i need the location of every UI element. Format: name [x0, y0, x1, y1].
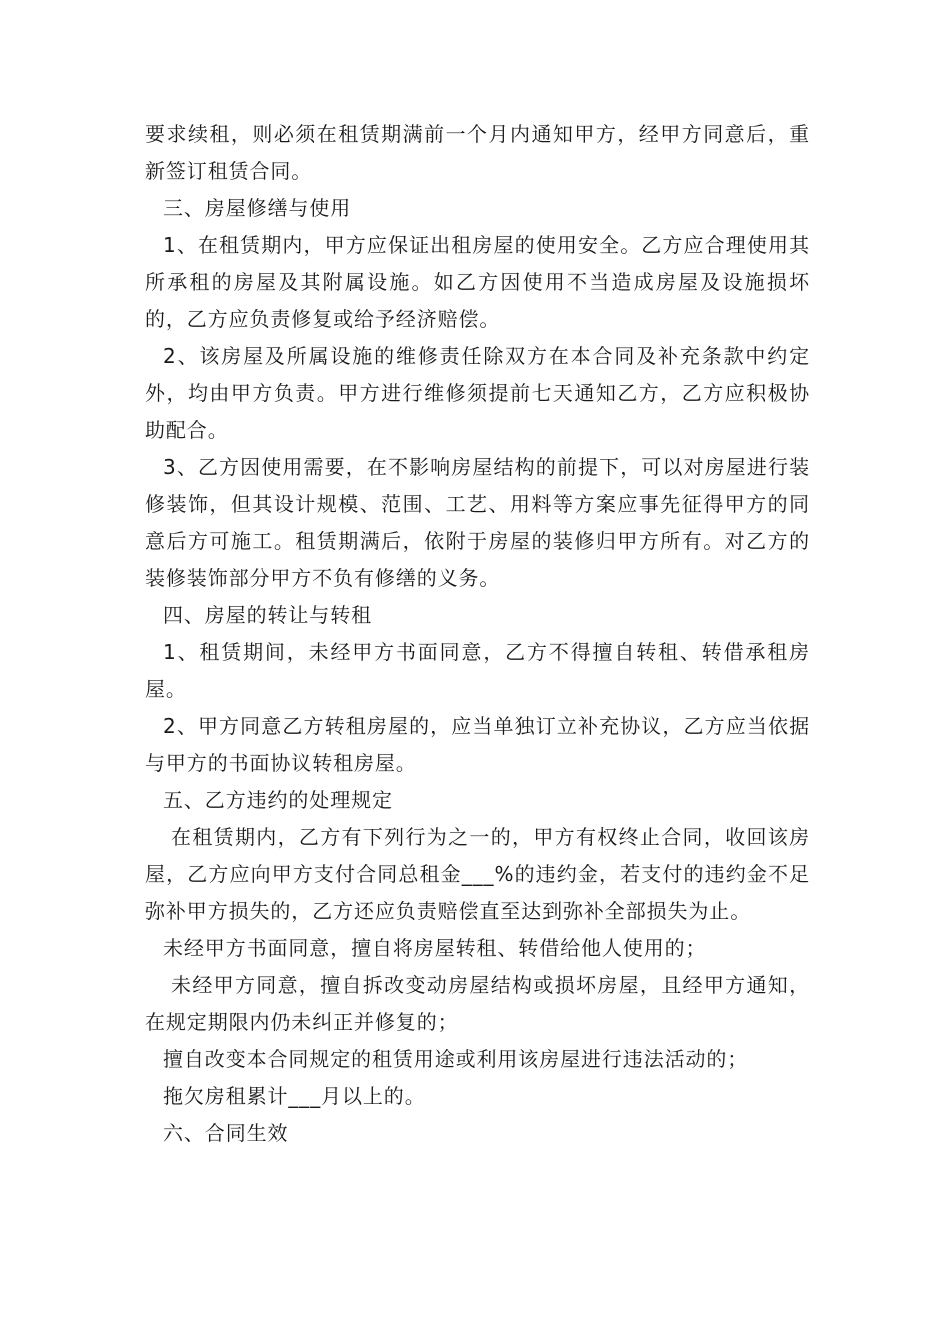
breach-item-illegal-use: 擅自改变本合同规定的租赁用途或利用该房屋进行违法活动的； [163, 1047, 749, 1071]
clause-3-3: 3、乙方因使用需要，在不影响房屋结构的前提下，可以对房屋进行装修装饰，但其设计规模、范围、工艺、用料等方案应事先征得甲方的同意后方可施工。租赁期满后，依附于房屋的装修归甲方所有。对乙方的装修装饰部分甲方不负有修缮的义务。 [145, 455, 810, 590]
breach-item-rent-arrears: 拖欠房租累计___月以上的。 [163, 1084, 426, 1108]
breach-item-alteration: 未经甲方同意，擅自拆改变动房屋结构或损坏房屋，且经甲方通知，在规定期限内仍未纠正并修复的； [145, 973, 810, 1034]
breach-item-sublet: 未经甲方书面同意，擅自将房屋转租、转借给他人使用的； [163, 936, 707, 960]
paragraph-renewal-continued: 要求续租，则必须在租赁期满前一个月内通知甲方，经甲方同意后，重新签订租赁合同。 [145, 122, 810, 183]
section-heading-breach-handling: 五、乙方违约的处理规定 [163, 788, 393, 812]
section-heading-contract-effect: 六、合同生效 [163, 1121, 289, 1145]
document-body [145, 116, 810, 1152]
clause-4-1: 1、租赁期间，未经甲方书面同意，乙方不得擅自转租、转借承租房屋。 [145, 640, 810, 701]
clause-3-1: 1、在租赁期内，甲方应保证出租房屋的使用安全。乙方应合理使用其所承租的房屋及其附属设施。如乙方因使用不当造成房屋及设施损坏的，乙方应负责修复或给予经济赔偿。 [145, 233, 810, 331]
clause-5-intro: 在租赁期内，乙方有下列行为之一的，甲方有权终止合同，收回该房屋，乙方应向甲方支付合同总租金___%的违约金，若支付的违约金不足弥补甲方损失的，乙方还应负责赔偿直至达到弥补全部损失为止。 [145, 825, 810, 923]
section-heading-transfer-and-sublet: 四、房屋的转让与转租 [163, 603, 372, 627]
section-heading-repair-and-use: 三、房屋修缮与使用 [163, 196, 352, 220]
clause-3-2: 2、该房屋及所属设施的维修责任除双方在本合同及补充条款中约定外，均由甲方负责。甲方进行维修须提前七天通知乙方，乙方应积极协助配合。 [145, 344, 810, 442]
clause-4-2: 2、甲方同意乙方转租房屋的，应当单独订立补充协议，乙方应当依据与甲方的书面协议转租房屋。 [145, 714, 810, 775]
